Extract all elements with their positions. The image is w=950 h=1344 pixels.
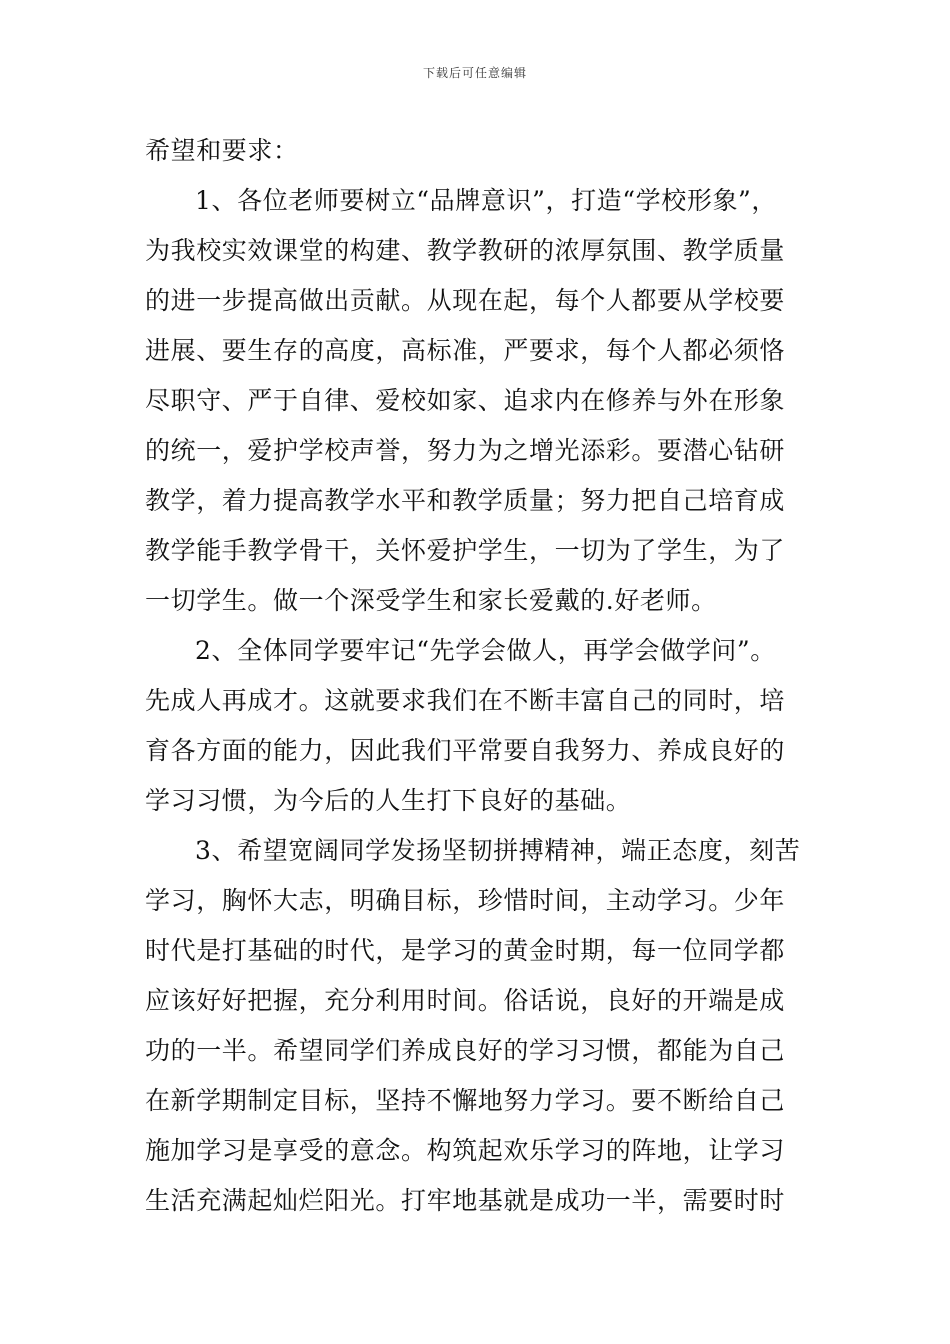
paragraph-1-line: 为我校实效课堂的构建、教学教研的浓厚氛围、教学质量 [145, 236, 786, 265]
paragraph-3-line: 3、希望宽阔同学发扬坚韧拼搏精神，端正态度，刻苦 [195, 836, 801, 865]
paragraph-1-line: 教学能手教学骨干，关怀爱护学生，一切为了学生，为了 [145, 536, 786, 565]
paragraph-3-line: 施加学习是享受的意念。构筑起欢乐学习的阵地，让学习 [145, 1136, 786, 1165]
paragraph-1-line: 一切学生。做一个深受学生和家长爱戴的.好老师。 [145, 586, 717, 615]
paragraph-3-line: 生活充满起灿烂阳光。打牢地基就是成功一半，需要时时 [145, 1186, 786, 1215]
paragraph-3-line: 应该好好把握，充分利用时间。俗话说，良好的开端是成 [145, 986, 786, 1015]
paragraph-1-line: 1、各位老师要树立“品牌意识”，打造“学校形象”， [195, 186, 778, 215]
paragraph-2-line: 育各方面的能力，因此我们平常要自我努力、养成良好的 [145, 736, 786, 765]
paragraph-1-line: 进展、要生存的高度，高标准，严要求，每个人都必须恪 [145, 336, 786, 365]
section-heading: 希望和要求： [145, 136, 299, 165]
document-body [145, 126, 810, 1226]
paragraph-3-line: 学习，胸怀大志，明确目标，珍惜时间，主动学习。少年 [145, 886, 786, 915]
paragraph-1-line: 尽职守、严于自律、爱校如家、追求内在修养与外在形象 [145, 386, 786, 415]
paragraph-1-line: 教学，着力提高教学水平和教学质量；努力把自己培育成 [145, 486, 786, 515]
paragraph-3-line: 功的一半。希望同学们养成良好的学习习惯，都能为自己 [145, 1036, 786, 1065]
paragraph-3-line: 在新学期制定目标，坚持不懈地努力学习。要不断给自己 [145, 1086, 786, 1115]
paragraph-2-line: 先成人再成才。这就要求我们在不断丰富自己的同时，培 [145, 686, 786, 715]
paragraph-1-line: 的统一，爱护学校声誉，努力为之增光添彩。要潜心钻研 [145, 436, 786, 465]
header-note: 下载后可任意编辑 [422, 66, 527, 80]
paragraph-2-line: 2、全体同学要牢记“先学会做人，再学会做学问”。 [195, 636, 776, 665]
paragraph-1-line: 的进一步提高做出贡献。从现在起，每个人都要从学校要 [145, 286, 786, 315]
paragraph-3-line: 时代是打基础的时代，是学习的黄金时期，每一位同学都 [145, 936, 786, 965]
paragraph-2-line: 学习习惯，为今后的人生打下良好的基础。 [145, 786, 632, 815]
